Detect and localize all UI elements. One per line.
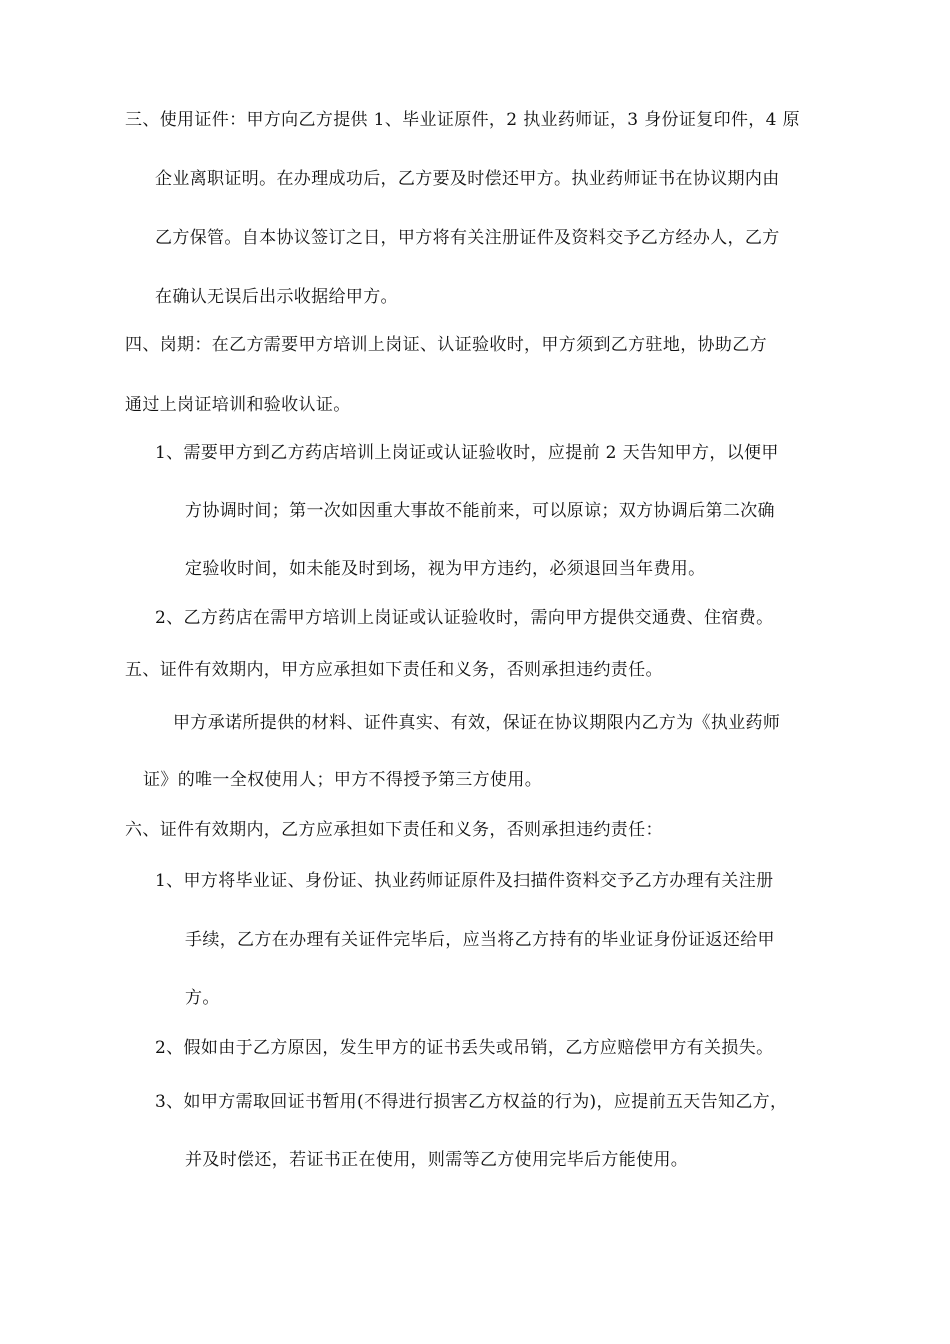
section-4-item-1-line-2: 方协调时间；第一次如因重大事故不能前来，可以原谅；双方协调后第二次确 [185, 501, 775, 521]
section-6-item-1-line-3: 方。 [185, 988, 220, 1008]
section-6-item-1-line-2: 手续，乙方在办理有关证件完毕后，应当将乙方持有的毕业证身份证返还给甲 [185, 930, 775, 950]
section-3-line-3: 乙方保管。自本协议签订之日，甲方将有关注册证件及资料交予乙方经办人，乙方 [155, 228, 780, 248]
section-5-body-line-2: 证》的唯一全权使用人；甲方不得授予第三方使用。 [143, 770, 543, 790]
section-3-line-2: 企业离职证明。在办理成功后，乙方要及时偿还甲方。执业药师证书在协议期内由 [155, 169, 780, 189]
section-6-item-2: 2、假如由于乙方原因，发生甲方的证书丢失或吊销，乙方应赔偿甲方有关损失。 [155, 1038, 774, 1058]
section-6-item-1-line-1: 1、甲方将毕业证、身份证、执业药师证原件及扫描件资料交予乙方办理有关注册 [155, 871, 774, 891]
section-6-item-3-line-2: 并及时偿还，若证书正在使用，则需等乙方使用完毕后方能使用。 [185, 1150, 689, 1170]
section-3-line-4: 在确认无误后出示收据给甲方。 [155, 287, 398, 307]
section-5-heading: 五、证件有效期内，甲方应承担如下责任和义务，否则承担违约责任。 [125, 660, 663, 680]
section-6-item-3-line-1: 3、如甲方需取回证书暂用(不得进行损害乙方权益的行为)，应提前五天告知乙方， [155, 1092, 788, 1112]
section-6-heading: 六、证件有效期内，乙方应承担如下责任和义务，否则承担违约责任： [125, 820, 663, 840]
section-5-body-line-1: 甲方承诺所提供的材料、证件真实、有效，保证在协议期限内乙方为《执业药师 [173, 713, 781, 733]
section-4-line-2: 通过上岗证培训和验收认证。 [125, 395, 351, 415]
section-4-item-1-line-1: 1、需要甲方到乙方药店培训上岗证或认证验收时，应提前 2 天告知甲方，以便甲 [155, 443, 779, 463]
section-4-item-1-line-3: 定验收时间，如未能及时到场，视为甲方违约，必须退回当年费用。 [185, 559, 706, 579]
section-3-line-1: 三、使用证件：甲方向乙方提供 1、毕业证原件，2 执业药师证，3 身份证复印件，4 原 [125, 110, 800, 130]
section-4-line-1: 四、岗期：在乙方需要甲方培训上岗证、认证验收时，甲方须到乙方驻地，协助乙方 [125, 335, 767, 355]
section-4-item-2: 2、乙方药店在需甲方培训上岗证或认证验收时，需向甲方提供交通费、住宿费。 [155, 608, 774, 628]
